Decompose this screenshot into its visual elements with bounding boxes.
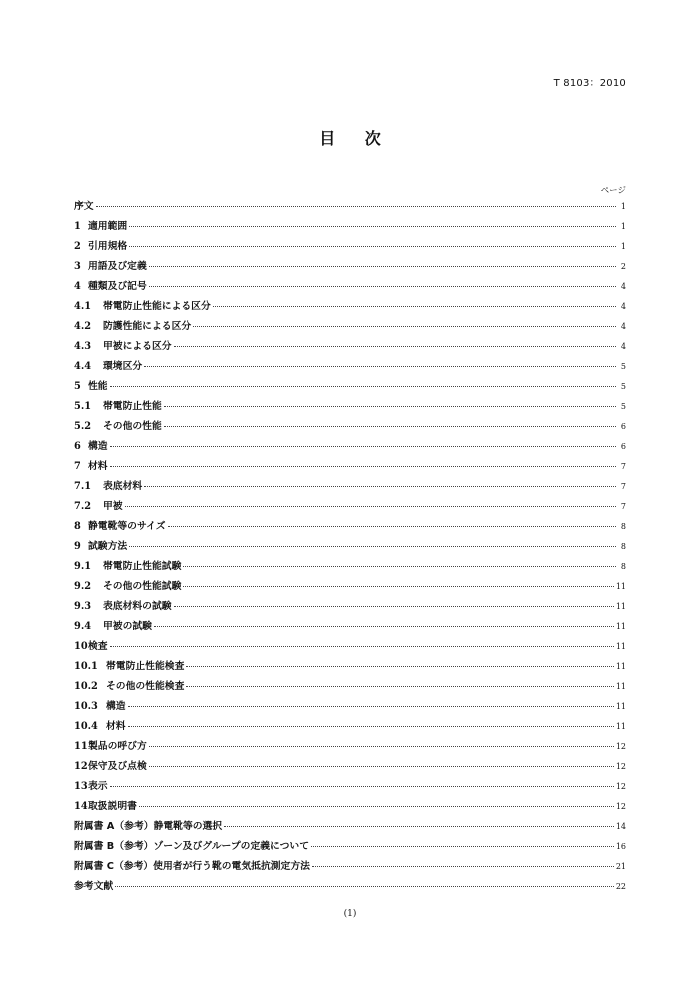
- toc-entry-page: 11: [615, 682, 626, 691]
- dot-leader: [128, 706, 614, 707]
- dot-leader: [129, 246, 616, 247]
- page-column-label: ページ: [600, 186, 626, 196]
- toc-entry-page: 4: [620, 342, 626, 351]
- dot-leader: [164, 406, 616, 407]
- toc-entry-page: 11: [615, 622, 626, 631]
- toc-entry-number: 5: [74, 381, 81, 392]
- toc-entry-page: 21: [615, 862, 626, 871]
- toc-entry-page: 7: [620, 462, 626, 471]
- toc-entry-number: 4: [74, 281, 81, 292]
- toc-entry-title: 表底材料の試験: [103, 601, 172, 612]
- toc-entry-number: 9.1: [74, 561, 92, 572]
- dot-leader: [110, 646, 614, 647]
- toc-entry-title: 帯電防止性能による区分: [103, 301, 211, 312]
- toc-entry-number: 9.3: [74, 601, 92, 612]
- toc-entry-title: 種類及び記号: [88, 281, 147, 292]
- dot-leader: [128, 726, 614, 727]
- dot-leader: [154, 626, 614, 627]
- toc-entry[interactable]: [74, 698, 626, 718]
- toc-entry-title: 用語及び定義: [88, 261, 147, 272]
- toc-entry[interactable]: [74, 198, 626, 218]
- toc-entry-page: 5: [620, 362, 626, 371]
- toc-entry-number: 10.2: [74, 681, 98, 692]
- toc-entry-title: 静電靴等のサイズ: [88, 521, 166, 532]
- toc-entry-page: 5: [620, 402, 626, 411]
- toc-entry-number: 7.1: [74, 481, 92, 492]
- dot-leader: [174, 346, 616, 347]
- toc-entry[interactable]: [74, 558, 626, 578]
- toc-entry-number: 8: [74, 521, 81, 532]
- toc-entry[interactable]: [74, 258, 626, 278]
- toc-entry-title: 取扱説明書: [88, 801, 137, 812]
- dot-leader: [224, 826, 614, 827]
- toc-entry-title: 表底材料: [103, 481, 143, 492]
- toc-entry[interactable]: [74, 298, 626, 318]
- table-of-contents: [74, 198, 626, 898]
- toc-entry[interactable]: [74, 598, 626, 618]
- toc-entry-title: 附属書 A（参考）静電靴等の選択: [74, 821, 223, 832]
- toc-entry[interactable]: [74, 638, 626, 658]
- toc-entry[interactable]: [74, 538, 626, 558]
- toc-entry-title: 材料: [106, 721, 126, 732]
- dot-leader: [110, 446, 616, 447]
- toc-entry-title: 試験方法: [88, 541, 128, 552]
- toc-entry-number: 4.3: [74, 341, 92, 352]
- toc-entry-page: 2: [620, 262, 626, 271]
- toc-entry-title: 環境区分: [103, 361, 143, 372]
- dot-leader: [110, 466, 616, 467]
- toc-entry[interactable]: [74, 578, 626, 598]
- toc-entry-title: 帯電防止性能試験: [103, 561, 182, 572]
- toc-entry[interactable]: [74, 438, 626, 458]
- dot-leader: [183, 586, 613, 587]
- toc-entry-number: 6: [74, 441, 81, 452]
- toc-entry[interactable]: [74, 738, 626, 758]
- toc-entry[interactable]: [74, 818, 626, 838]
- toc-entry-title: その他の性能検査: [106, 681, 185, 692]
- standard-code: T 8103：2010: [553, 78, 626, 89]
- toc-entry-number: 10.3: [74, 701, 98, 712]
- dot-leader: [149, 746, 614, 747]
- toc-entry[interactable]: [74, 218, 626, 238]
- page-title: 目 次: [319, 129, 393, 148]
- dot-leader: [213, 306, 616, 307]
- toc-entry-title: 附属書 B（参考）ゾーン及びグループの定義について: [74, 841, 310, 852]
- toc-entry-page: 11: [615, 662, 626, 671]
- toc-entry-title: 性能: [88, 381, 108, 392]
- toc-entry[interactable]: [74, 478, 626, 498]
- toc-entry-title: 参考文献: [74, 881, 114, 892]
- toc-entry-number: 7.2: [74, 501, 92, 512]
- toc-entry-page: 12: [615, 802, 626, 811]
- toc-entry-page: 11: [615, 602, 626, 611]
- toc-entry-title: 製品の呼び方: [88, 741, 147, 752]
- dot-leader: [312, 866, 614, 867]
- toc-entry[interactable]: [74, 378, 626, 398]
- toc-entry[interactable]: [74, 318, 626, 338]
- toc-entry-number: 14: [74, 801, 88, 812]
- toc-entry-page: 7: [620, 502, 626, 511]
- toc-entry-page: 14: [615, 822, 626, 831]
- toc-entry-number: 2: [74, 241, 81, 252]
- toc-entry-page: 6: [620, 422, 626, 431]
- toc-entry-page: 8: [620, 562, 626, 571]
- toc-entry[interactable]: [74, 618, 626, 638]
- toc-entry[interactable]: [74, 518, 626, 538]
- dot-leader: [149, 286, 616, 287]
- toc-entry-page: 12: [615, 762, 626, 771]
- toc-entry[interactable]: [74, 398, 626, 418]
- page-number: (1): [343, 909, 357, 919]
- dot-leader: [139, 806, 614, 807]
- toc-entry-number: 9: [74, 541, 81, 552]
- dot-leader: [149, 766, 614, 767]
- toc-entry-page: 8: [620, 522, 626, 531]
- toc-entry-number: 3: [74, 261, 81, 272]
- toc-entry-title: 防護性能による区分: [103, 321, 192, 332]
- toc-entry-number: 5.2: [74, 421, 92, 432]
- toc-entry-page: 11: [615, 722, 626, 731]
- toc-entry-page: 8: [620, 542, 626, 551]
- toc-entry-title: 検査: [88, 641, 108, 652]
- toc-entry-number: 4.2: [74, 321, 92, 332]
- dot-leader: [110, 386, 616, 387]
- dot-leader: [149, 266, 616, 267]
- toc-entry[interactable]: [74, 498, 626, 518]
- toc-entry-number: 13: [74, 781, 88, 792]
- toc-entry[interactable]: [74, 238, 626, 258]
- toc-entry-page: 11: [615, 582, 626, 591]
- dot-leader: [174, 606, 614, 607]
- toc-entry[interactable]: [74, 658, 626, 678]
- toc-entry-title: 帯電防止性能検査: [106, 661, 185, 672]
- toc-entry-number: 9.4: [74, 621, 92, 632]
- toc-entry-number: 4.4: [74, 361, 92, 372]
- toc-entry[interactable]: [74, 458, 626, 478]
- dot-leader: [115, 886, 614, 887]
- toc-entry-number: 10.4: [74, 721, 98, 732]
- toc-entry-title: 附属書 C（参考）使用者が行う靴の電気抵抗測定方法: [74, 861, 310, 872]
- toc-entry-title: その他の性能試験: [103, 581, 182, 592]
- dot-leader: [168, 526, 616, 527]
- toc-entry-number: 7: [74, 461, 81, 472]
- toc-entry-page: 6: [620, 442, 626, 451]
- toc-entry-number: 10.1: [74, 661, 98, 672]
- toc-entry-page: 12: [615, 742, 626, 751]
- dot-leader: [183, 566, 616, 567]
- dot-leader: [144, 366, 616, 367]
- dot-leader: [164, 426, 616, 427]
- toc-entry[interactable]: [74, 798, 626, 818]
- toc-entry[interactable]: [74, 838, 626, 858]
- toc-entry-title: 適用範囲: [88, 221, 128, 232]
- toc-entry-number: 10: [74, 641, 88, 652]
- toc-entry-number: 5.1: [74, 401, 92, 412]
- toc-entry-number: 1: [74, 221, 81, 232]
- toc-entry[interactable]: [74, 758, 626, 778]
- toc-entry-title: 構造: [106, 701, 126, 712]
- toc-entry-page: 4: [620, 322, 626, 331]
- toc-entry-title: 帯電防止性能: [103, 401, 162, 412]
- toc-entry[interactable]: [74, 678, 626, 698]
- toc-entry-title: 材料: [88, 461, 108, 472]
- toc-entry-title: 甲被による区分: [103, 341, 172, 352]
- toc-entry-page: 1: [620, 222, 626, 231]
- toc-entry-page: 16: [615, 842, 626, 851]
- toc-entry-title: 表示: [88, 781, 108, 792]
- dot-leader: [125, 506, 616, 507]
- toc-entry[interactable]: [74, 718, 626, 738]
- toc-entry[interactable]: [74, 778, 626, 798]
- toc-entry-title: 甲被: [103, 501, 123, 512]
- toc-entry-title: 甲被の試験: [103, 621, 152, 632]
- toc-entry-title: 保守及び点検: [88, 761, 147, 772]
- toc-entry[interactable]: [74, 278, 626, 298]
- toc-entry-page: 5: [620, 382, 626, 391]
- toc-entry-number: 12: [74, 761, 88, 772]
- dot-leader: [110, 786, 614, 787]
- toc-entry-title: 引用規格: [88, 241, 128, 252]
- toc-entry-page: 11: [615, 642, 626, 651]
- toc-entry[interactable]: [74, 418, 626, 438]
- toc-entry[interactable]: [74, 358, 626, 378]
- toc-entry-page: 7: [620, 482, 626, 491]
- toc-entry-number: 11: [74, 741, 88, 752]
- dot-leader: [186, 686, 613, 687]
- toc-entry-title: 構造: [88, 441, 108, 452]
- toc-entry-page: 1: [620, 202, 626, 211]
- toc-entry-number: 4.1: [74, 301, 92, 312]
- dot-leader: [193, 326, 616, 327]
- toc-entry-number: 9.2: [74, 581, 92, 592]
- dot-leader: [129, 226, 616, 227]
- toc-entry-title: その他の性能: [103, 421, 162, 432]
- toc-entry[interactable]: [74, 878, 626, 898]
- dot-leader: [311, 846, 614, 847]
- dot-leader: [96, 206, 616, 207]
- dot-leader: [129, 546, 616, 547]
- toc-entry-page: 4: [620, 282, 626, 291]
- toc-entry[interactable]: [74, 858, 626, 878]
- toc-entry-page: 1: [620, 242, 626, 251]
- toc-entry-page: 11: [615, 702, 626, 711]
- toc-entry[interactable]: [74, 338, 626, 358]
- dot-leader: [144, 486, 616, 487]
- dot-leader: [186, 666, 613, 667]
- toc-entry-page: 4: [620, 302, 626, 311]
- toc-entry-page: 22: [615, 882, 626, 891]
- toc-entry-title: 序文: [74, 201, 94, 212]
- toc-entry-page: 12: [615, 782, 626, 791]
